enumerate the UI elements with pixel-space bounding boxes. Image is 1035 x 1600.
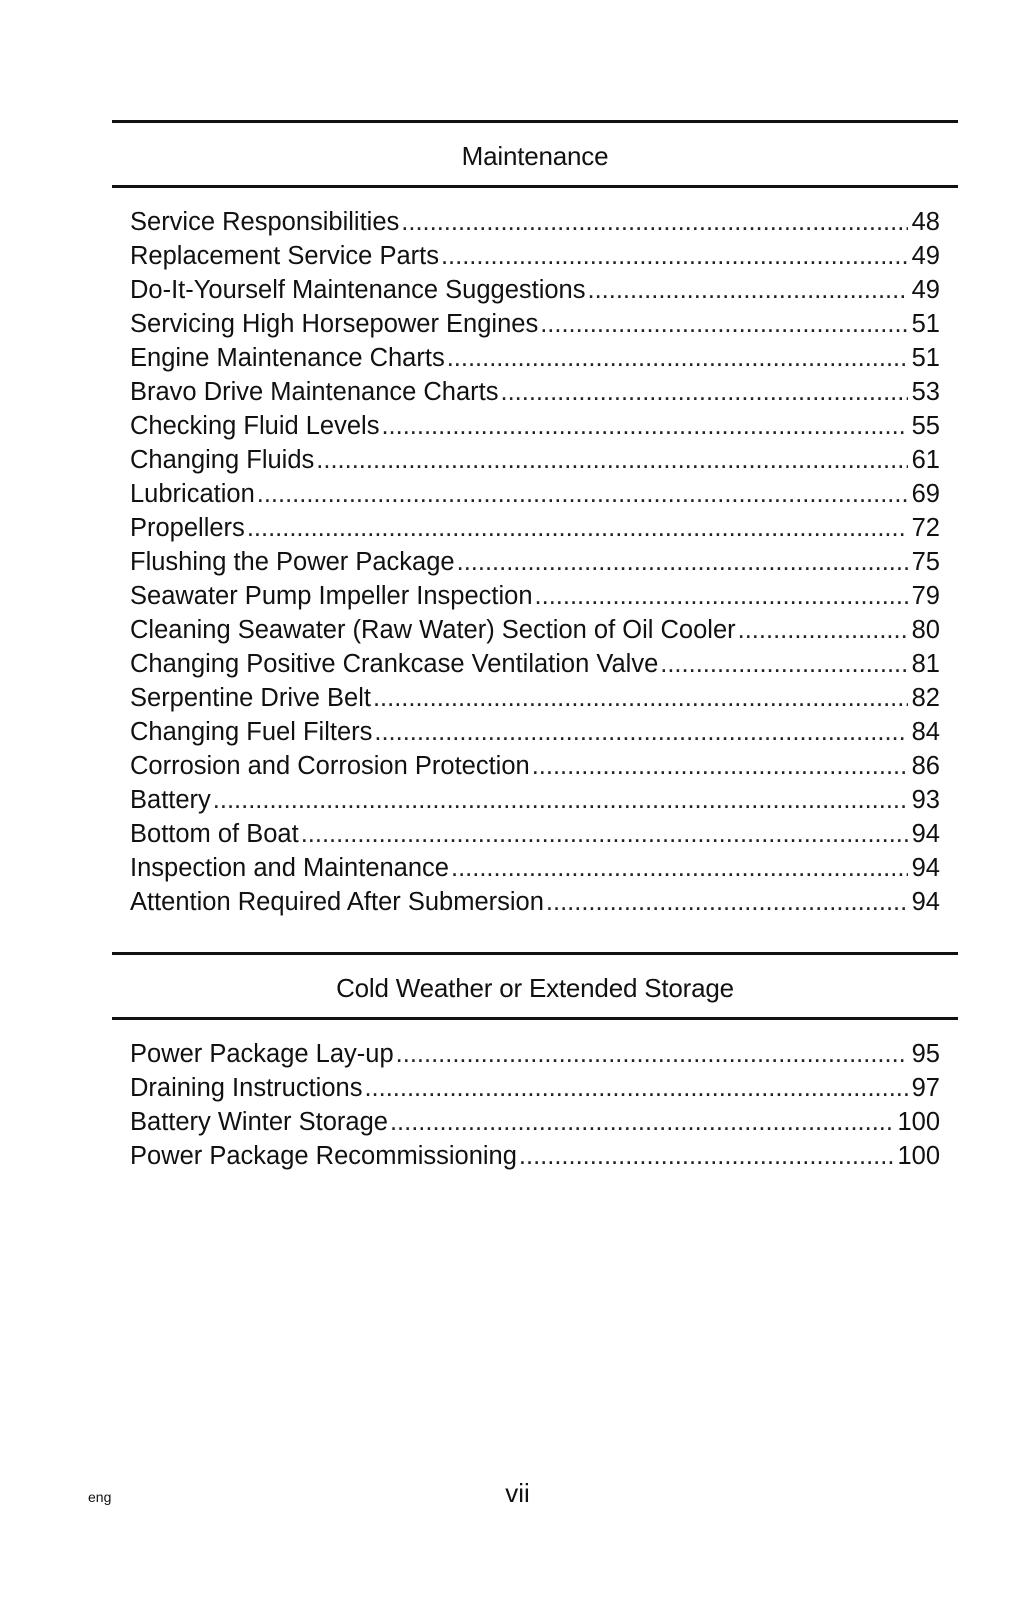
toc-entry[interactable] [130,273,940,307]
toc-entry-title: Changing Fuel Filters [130,718,373,746]
toc-entry-title: Changing Fluids [130,446,315,474]
footer-language-code: eng [88,1489,112,1505]
toc-dot-leader [316,443,908,477]
toc-entry-title: Power Package Lay-up [130,1040,394,1068]
toc-entry[interactable] [130,1105,940,1139]
toc-entry-title: Bottom of Boat [130,820,299,848]
toc-entry-page: 55 [911,412,940,440]
section-title: Cold Weather or Extended Storage [336,973,734,1003]
toc-entry-title: Propellers [130,514,245,542]
toc-entry[interactable] [130,681,940,715]
toc-entry-page: 53 [911,378,940,406]
toc-entry[interactable] [130,647,940,681]
toc-entry-title: Cleaning Seawater (Raw Water) Section of Oil Cooler [130,616,736,644]
toc-entry[interactable] [130,443,940,477]
toc-entry-title: Battery Winter Storage [130,1108,388,1136]
section-top-rule [112,952,958,955]
toc-entry-title: Checking Fluid Levels [130,412,380,440]
toc-entry-title: Replacement Service Parts [130,242,439,270]
toc-entry-title: Seawater Pump Impeller Inspection [130,582,533,610]
toc-entry-page: 94 [911,854,940,882]
toc-entry-page: 86 [911,752,940,780]
toc-entry-page: 49 [911,276,940,304]
toc-dot-leader [213,783,908,817]
toc-dot-leader [535,579,908,613]
toc-dot-leader [364,1071,908,1105]
toc-list [112,205,958,919]
toc-entry-title: Power Package Recommissioning [130,1142,517,1170]
toc-dot-leader [660,647,908,681]
toc-dot-leader [441,239,908,273]
toc-dot-leader [451,851,908,885]
toc-entry-page: 97 [911,1074,940,1102]
section-cold-weather-storage [112,952,958,1173]
toc-entry[interactable] [130,1071,940,1105]
toc-entry-page: 61 [911,446,940,474]
toc-entry[interactable] [130,783,940,817]
toc-entry-title: Attention Required After Submersion [130,888,544,916]
toc-dot-leader [501,375,909,409]
toc-dot-leader [540,307,908,341]
toc-dot-leader [257,477,908,511]
toc-entry-page: 51 [911,344,940,372]
toc-entry-title: Inspection and Maintenance [130,854,449,882]
toc-entry-title: Flushing the Power Package [130,548,455,576]
toc-entry[interactable] [130,885,940,919]
toc-entry[interactable] [130,817,940,851]
section-bottom-rule [112,1017,958,1020]
toc-entry[interactable] [130,205,940,239]
toc-entry-page: 51 [911,310,940,338]
toc-entry-title: Battery [130,786,211,814]
toc-dot-leader [381,409,908,443]
section-top-rule [112,120,958,123]
toc-entry-title: Changing Positive Crankcase Ventilation Valve [130,650,659,678]
toc-dot-leader [588,273,909,307]
toc-dot-leader [546,885,908,919]
toc-entry[interactable] [130,715,940,749]
toc-entry-page: 75 [911,548,940,576]
toc-dot-leader [519,1139,896,1173]
toc-entry-title: Serpentine Drive Belt [130,684,371,712]
toc-entry[interactable] [130,749,940,783]
toc-entry-title: Engine Maintenance Charts [130,344,445,372]
toc-entry-title: Servicing High Horsepower Engines [130,310,539,338]
toc-entry[interactable] [130,341,940,375]
toc-entry[interactable] [130,579,940,613]
toc-entry-title: Bravo Drive Maintenance Charts [130,378,499,406]
toc-entry-page: 79 [911,582,940,610]
toc-entry-page: 69 [911,480,940,508]
toc-entry-page: 94 [911,820,940,848]
toc-entry-page: 82 [911,684,940,712]
toc-entry-page: 72 [911,514,940,542]
toc-dot-leader [457,545,908,579]
toc-entry-title: Service Responsibilities [130,208,400,236]
toc-dot-leader [396,1037,908,1071]
toc-entry-page: 81 [911,650,940,678]
toc-dot-leader [390,1105,896,1139]
footer-page-number: vii [505,1478,530,1508]
toc-entry[interactable] [130,375,940,409]
toc-dot-leader [447,341,908,375]
toc-entry-title: Lubrication [130,480,255,508]
toc-entry-page: 80 [911,616,940,644]
toc-dot-leader [532,749,908,783]
toc-entry[interactable] [130,1037,940,1071]
toc-entry-title: Draining Instructions [130,1074,363,1102]
toc-entry-page: 94 [911,888,940,916]
section-bottom-rule [112,185,958,188]
toc-entry[interactable] [130,409,940,443]
toc-entry-page: 100 [897,1108,940,1136]
toc-dot-leader [301,817,908,851]
toc-entry-title: Corrosion and Corrosion Protection [130,752,530,780]
toc-dot-leader [374,715,908,749]
toc-entry[interactable] [130,511,940,545]
toc-entry-page: 48 [911,208,940,236]
toc-entry[interactable] [130,307,940,341]
toc-entry[interactable] [130,239,940,273]
toc-entry[interactable] [130,477,940,511]
toc-dot-leader [247,511,908,545]
section-maintenance [112,120,958,919]
toc-dot-leader [401,205,908,239]
section-title: Maintenance [461,141,609,171]
toc-entry-title: Do-It-Yourself Maintenance Suggestions [130,276,586,304]
toc-entry-page: 84 [911,718,940,746]
toc-entry[interactable] [130,1139,940,1173]
toc-dot-leader [738,613,908,647]
toc-entry-page: 49 [911,242,940,270]
toc-entry[interactable] [130,545,940,579]
toc-list [112,1037,958,1173]
toc-entry-page: 93 [911,786,940,814]
toc-entry[interactable] [130,851,940,885]
toc-entry-page: 100 [897,1142,940,1170]
toc-entry-page: 95 [911,1040,940,1068]
toc-entry[interactable] [130,613,940,647]
toc-dot-leader [373,681,908,715]
